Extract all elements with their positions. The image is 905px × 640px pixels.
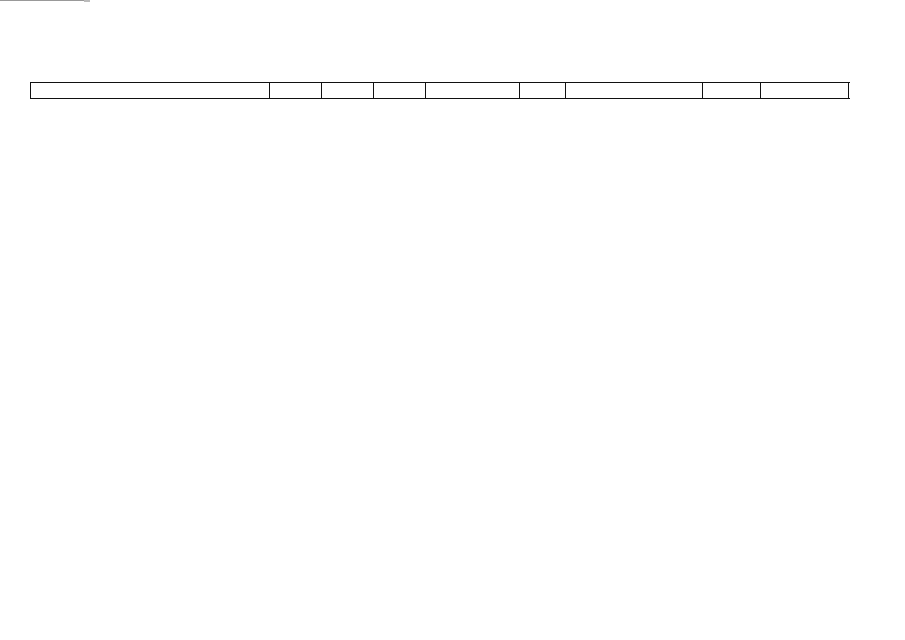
header-cell-2 (270, 83, 322, 98)
header-cell-1 (31, 83, 270, 98)
header-cell-6 (520, 83, 566, 98)
scan-corner-line (0, 0, 84, 1)
header-cell-5 (426, 83, 520, 98)
header-cell-3 (322, 83, 374, 98)
header-cell-8 (703, 83, 761, 98)
header-cell-7 (566, 83, 703, 98)
header-cell-9 (761, 83, 849, 98)
header-cell-4 (374, 83, 426, 98)
table-header-row (30, 82, 850, 99)
scan-corner-mark (84, 0, 90, 2)
